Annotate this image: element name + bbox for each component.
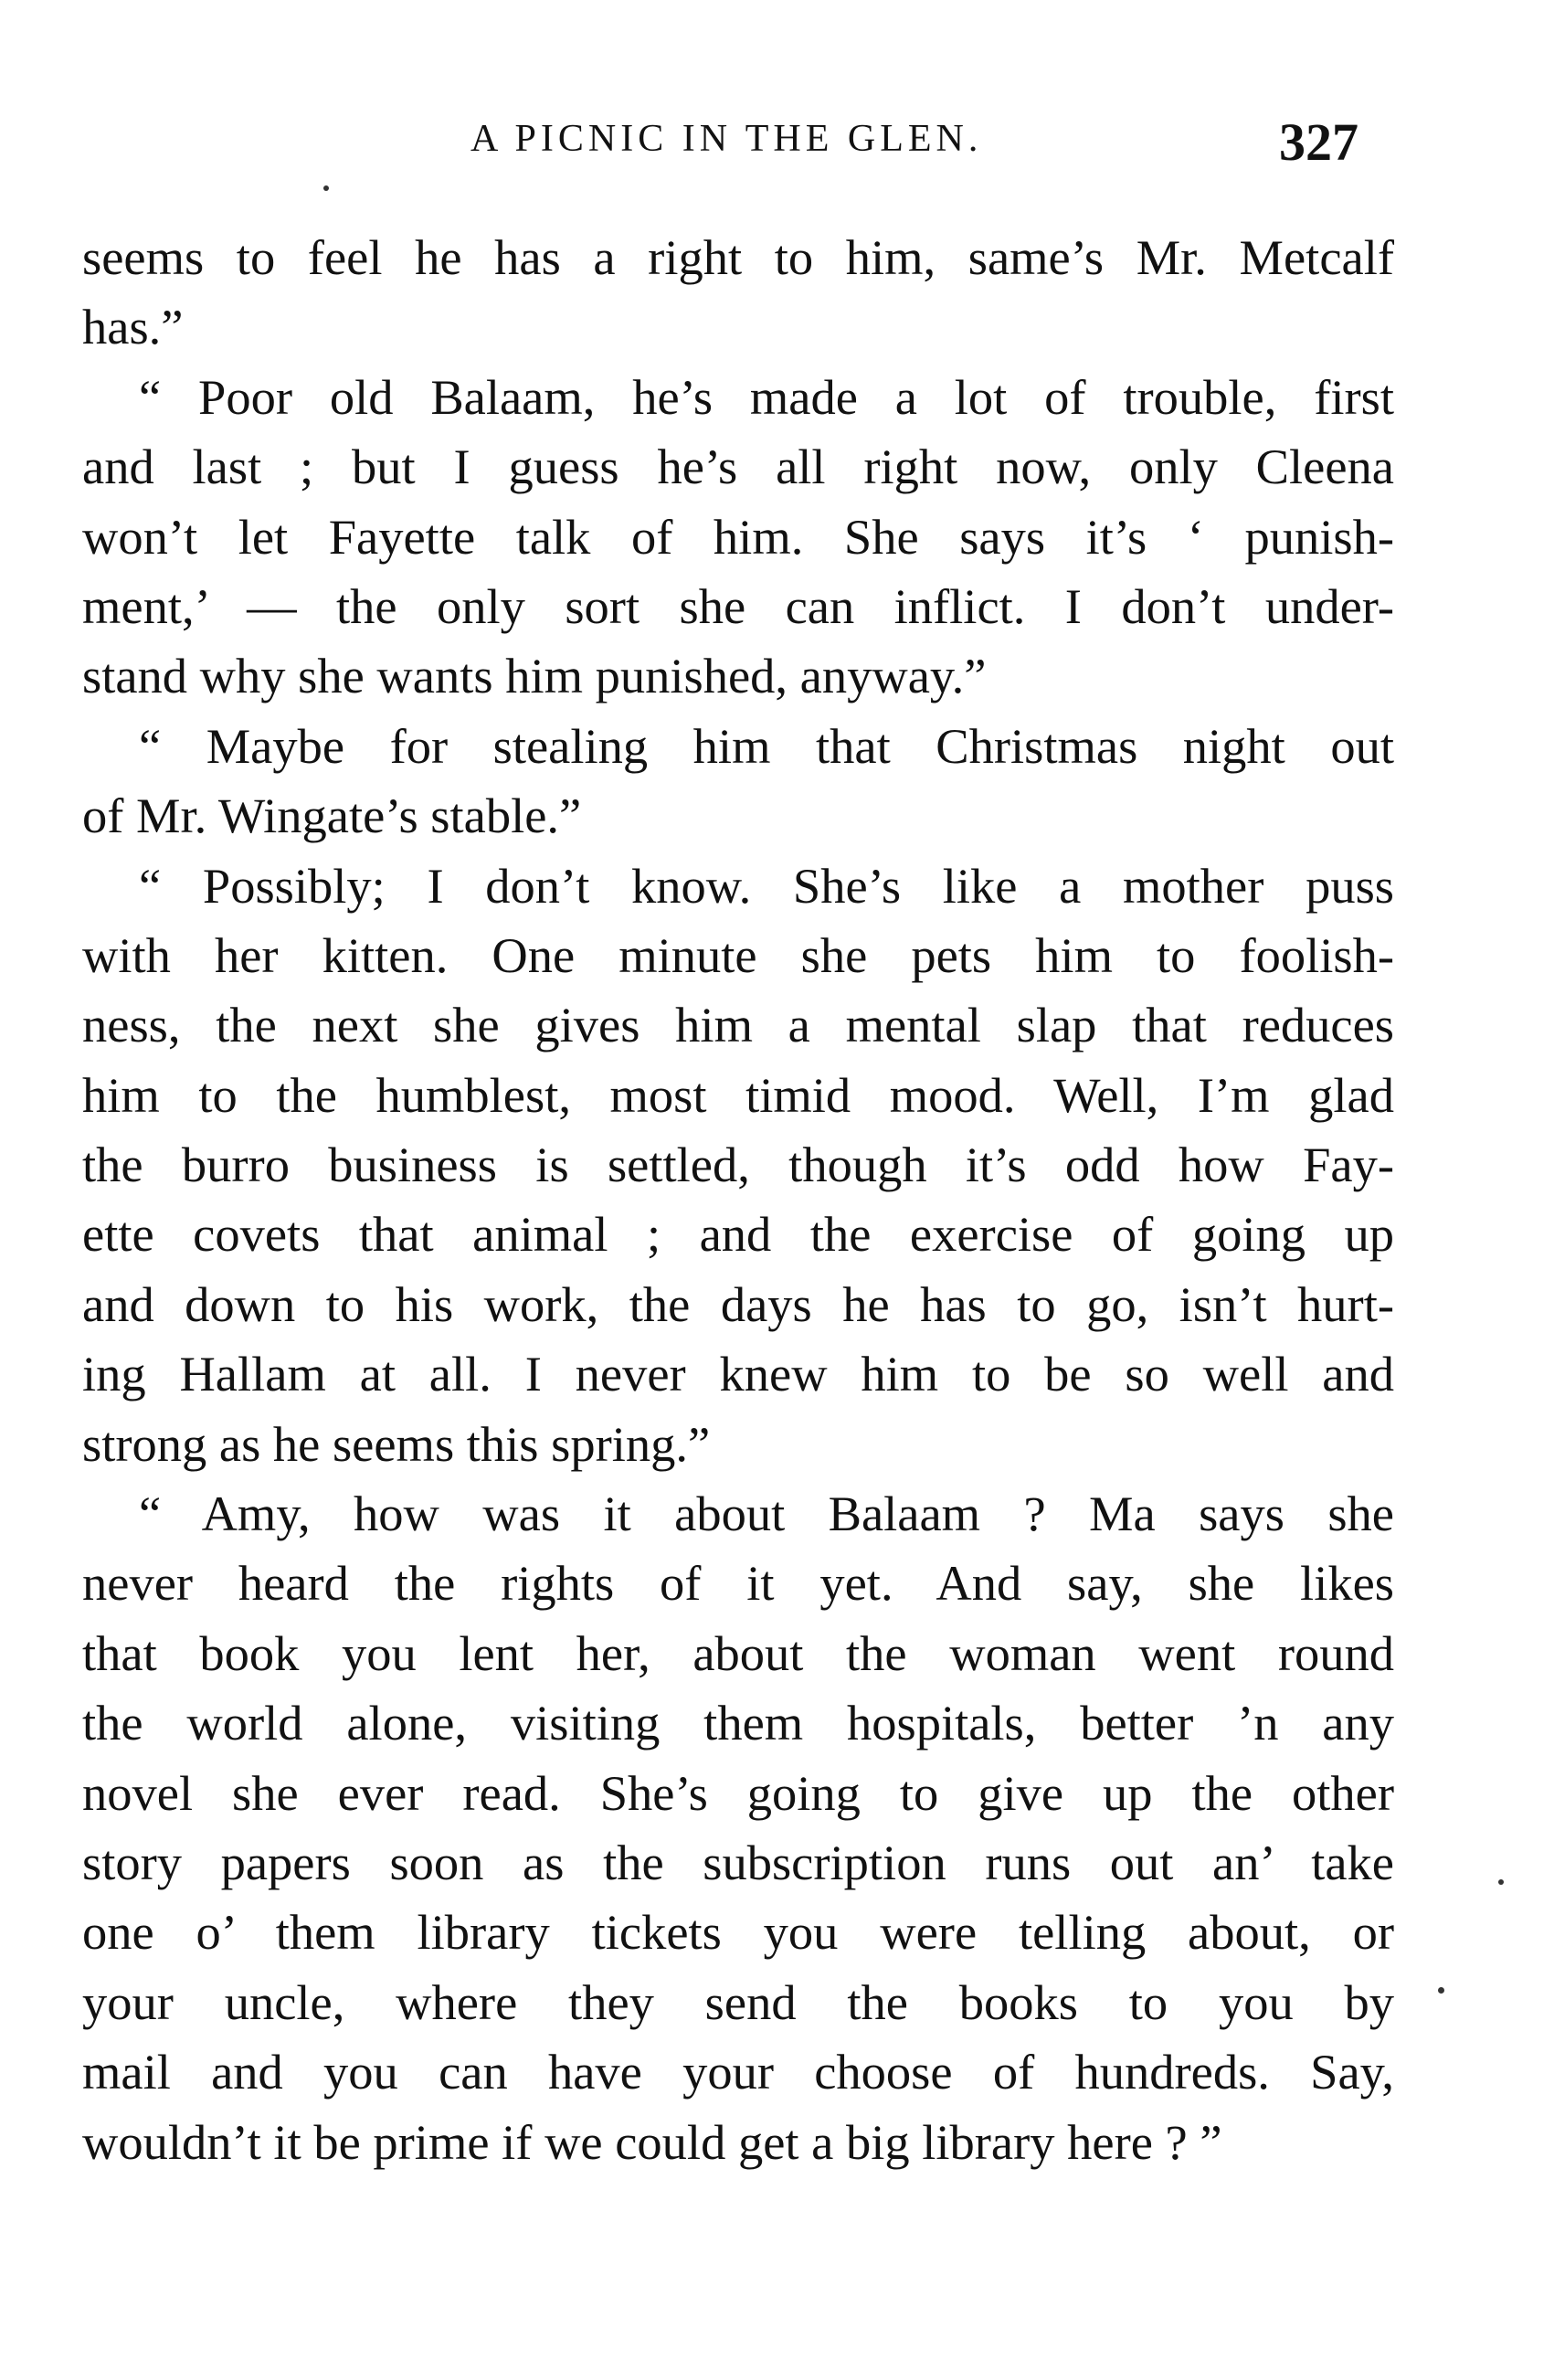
text-line: ment,’ — the only sort she can inflict. I don’t under- bbox=[82, 577, 1394, 634]
text-line: “ Possibly; I don’t know. She’s like a mother puss bbox=[139, 857, 1394, 914]
text-line: “ Amy, how was it about Balaam ? Ma says she bbox=[139, 1486, 1394, 1542]
text-line: stand why she wants him punished, anyway.” bbox=[82, 648, 987, 704]
running-head bbox=[0, 110, 1554, 172]
print-speck bbox=[1498, 1879, 1504, 1885]
text-line: one o’ them library tickets you were telling about, or bbox=[82, 1904, 1394, 1961]
text-line: him to the humblest, most timid mood. Well, I’m glad bbox=[82, 1066, 1394, 1123]
text-line: novel she ever read. She’s going to give up the other bbox=[82, 1764, 1394, 1821]
body-text bbox=[82, 223, 1394, 2177]
text-line: and last ; but I guess he’s all right now, only Cleena bbox=[82, 439, 1394, 495]
text-line: strong as he seems this spring.” bbox=[82, 1415, 711, 1472]
text-line: never heard the rights of it yet. And say, she likes bbox=[82, 1555, 1394, 1612]
text-line: of Mr. Wingate’s stable.” bbox=[82, 788, 582, 844]
text-line: “ Poor old Balaam, he’s made a lot of trouble, first bbox=[139, 368, 1394, 425]
text-line: wouldn’t it be prime if we could get a big library here ? ” bbox=[82, 2113, 1222, 2170]
running-head-title: A PICNIC IN THE GLEN. bbox=[470, 118, 983, 160]
text-line: story papers soon as the subscription runs out an’ take bbox=[82, 1834, 1394, 1890]
text-line: ette covets that animal ; and the exercise of going up bbox=[82, 1206, 1394, 1263]
text-line: ness, the next she gives him a mental slap that reduces bbox=[82, 997, 1394, 1053]
text-line: “ Maybe for stealing him that Christmas night out bbox=[139, 717, 1394, 774]
text-line: the burro business is settled, though it’s odd how Fay- bbox=[82, 1137, 1394, 1193]
text-line: with her kitten. One minute she pets him to foolish- bbox=[82, 926, 1394, 983]
text-line: has.” bbox=[82, 299, 184, 355]
print-speck bbox=[1438, 1987, 1444, 1994]
text-line: won’t let Fayette talk of him. She says it’s ‘ punish- bbox=[82, 508, 1394, 565]
print-speck bbox=[323, 185, 329, 191]
text-line: seems to feel he has a right to him, same’s Mr. Metcalf bbox=[82, 229, 1394, 285]
text-line: and down to his work, the days he has to go, isn’t hurt- bbox=[82, 1275, 1394, 1332]
text-line: your uncle, where they send the books to you by bbox=[82, 1973, 1394, 2030]
text-line: the world alone, visiting them hospitals, better ’n any bbox=[82, 1695, 1394, 1751]
page-number: 327 bbox=[1279, 112, 1358, 172]
text-line: ing Hallam at all. I never knew him to be so well and bbox=[82, 1346, 1394, 1402]
text-line: mail and you can have your choose of hundreds. Say, bbox=[82, 2044, 1394, 2100]
text-line: that book you lent her, about the woman went round bbox=[82, 1624, 1394, 1681]
